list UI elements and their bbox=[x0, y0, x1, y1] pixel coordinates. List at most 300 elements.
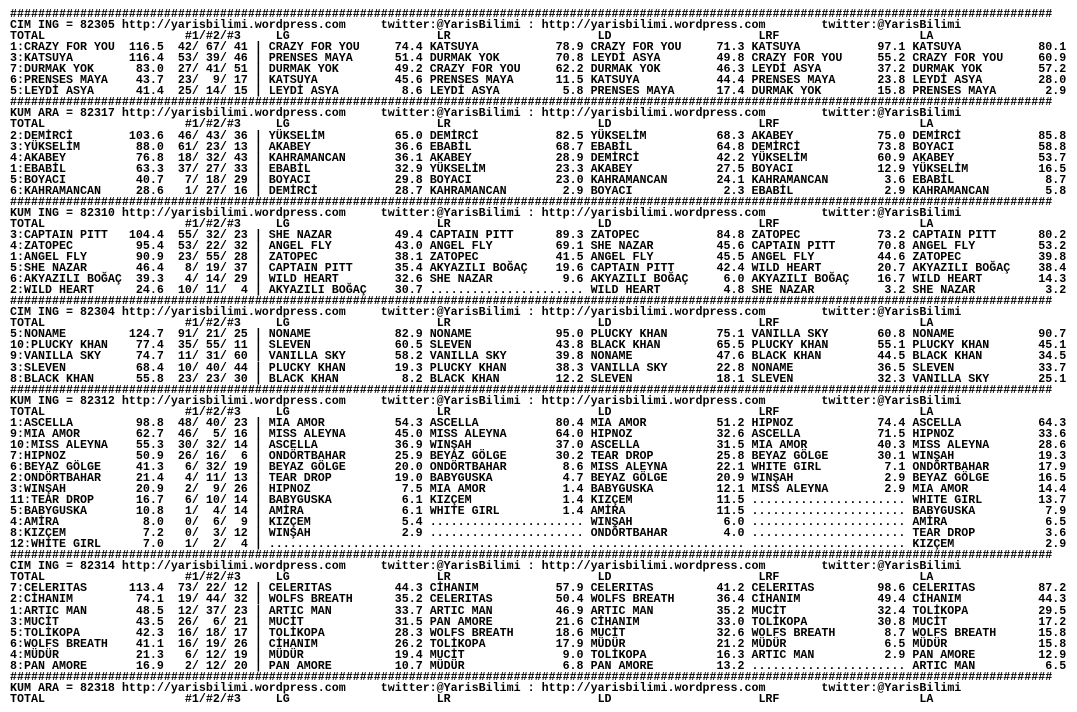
lg-score: 20.0 bbox=[394, 459, 423, 474]
pick-separator: / bbox=[191, 482, 199, 497]
pick-separator: / bbox=[191, 327, 199, 342]
column-divider: | bbox=[254, 349, 262, 364]
la-score: 2.9 bbox=[1045, 84, 1067, 99]
lrf-placeholder: ...................... bbox=[751, 493, 906, 508]
pick-separator: / bbox=[219, 515, 227, 530]
race-title: KUM ING = 82312 bbox=[10, 393, 115, 408]
lr-score: 1.4 bbox=[562, 482, 584, 497]
horse-name: 2:WILD HEART bbox=[10, 283, 94, 298]
pick-3-count: 11 bbox=[233, 338, 248, 353]
header-colon: : bbox=[527, 18, 535, 33]
site-url: http://yarisbilimi.wordpress.com bbox=[121, 18, 346, 33]
lrf-horse: SLEVEN bbox=[751, 371, 794, 386]
lg-score: 32.9 bbox=[394, 161, 423, 176]
lr-horse: VANILLA SKY bbox=[429, 349, 507, 364]
la-horse: NONAME bbox=[912, 327, 955, 342]
column-divider: | bbox=[254, 592, 262, 607]
separator: ##################################################################################################################################################### bbox=[10, 95, 1053, 110]
la-horse: WINŞAH bbox=[912, 448, 955, 463]
lr-score: 17.9 bbox=[555, 636, 584, 651]
column-divider: | bbox=[254, 581, 262, 596]
ld-score: 64.8 bbox=[716, 139, 745, 154]
la-score: 80.1 bbox=[1038, 40, 1067, 55]
pick-1-count: 73 bbox=[177, 581, 192, 596]
total-score: 21.3 bbox=[135, 647, 164, 662]
lrf-score: 2.9 bbox=[884, 647, 906, 662]
column-divider: | bbox=[254, 515, 262, 530]
lrf-score: 2.9 bbox=[884, 470, 906, 485]
site-url: http://yarisbilimi.wordpress.com bbox=[121, 680, 346, 695]
lr-score: 43.8 bbox=[555, 338, 584, 353]
la-score: 85.8 bbox=[1038, 128, 1067, 143]
lg-score: 58.2 bbox=[394, 349, 423, 364]
lg-horse: SHE NAZAR bbox=[268, 227, 332, 242]
pick-2-count: 3 bbox=[212, 526, 220, 541]
pick-2-count: 32 bbox=[205, 227, 220, 242]
pick-2-count: 9 bbox=[212, 482, 220, 497]
lg-horse: DEMİRCİ bbox=[268, 183, 318, 198]
lg-horse: ZATOPEC bbox=[268, 250, 318, 265]
la-score: 14.3 bbox=[1038, 272, 1067, 287]
pick-separator: / bbox=[219, 504, 227, 519]
pick-separator: / bbox=[191, 470, 199, 485]
ld-horse: MIA AMOR bbox=[590, 415, 647, 430]
pick-separator: / bbox=[219, 625, 227, 640]
pick-3-count: 41 bbox=[233, 40, 248, 55]
pick-2-count: 2 bbox=[212, 537, 220, 552]
pick-2-count: 55 bbox=[205, 250, 220, 265]
lg-score: 6.1 bbox=[401, 493, 423, 508]
la-score: 28.0 bbox=[1038, 73, 1067, 88]
site-url: http://yarisbilimi.wordpress.com bbox=[541, 680, 766, 695]
column-divider: | bbox=[254, 84, 262, 99]
lr-score: 37.0 bbox=[555, 437, 584, 452]
lrf-score: 98.6 bbox=[877, 581, 906, 596]
lg-score: 65.0 bbox=[394, 128, 423, 143]
la-horse: MIA AMOR bbox=[912, 482, 969, 497]
lrf-horse: AKYAZILI BOĞAÇ bbox=[751, 272, 850, 287]
lr-horse: WHITE GIRL bbox=[429, 504, 500, 519]
la-horse: ARTIC MAN bbox=[912, 658, 976, 673]
lr-placeholder: ...................... bbox=[429, 515, 584, 530]
lg-header: LG bbox=[275, 29, 290, 44]
pick-3-count: 26 bbox=[233, 482, 248, 497]
lrf-horse: EBABİL bbox=[751, 183, 794, 198]
race-header bbox=[10, 205, 1077, 220]
ld-score: 46.3 bbox=[716, 62, 745, 77]
site-url: http://yarisbilimi.wordpress.com bbox=[121, 106, 346, 121]
pick-1-count: 10 bbox=[177, 360, 192, 375]
ld-header: LD bbox=[597, 570, 612, 585]
column-divider: | bbox=[254, 459, 262, 474]
horse-name: 10:MISS ALEYNA bbox=[10, 437, 108, 452]
ld-score: 41.2 bbox=[716, 581, 745, 596]
lr-horse: PLUCKY KHAN bbox=[429, 360, 507, 375]
pick-1-count: 23 bbox=[177, 371, 192, 386]
ld-score: 12.1 bbox=[716, 482, 745, 497]
pick-2-count: 39 bbox=[205, 51, 220, 66]
lrf-horse: PLUCKY KHAN bbox=[751, 338, 829, 353]
lr-score: 41.5 bbox=[555, 250, 584, 265]
lrf-placeholder: ...................... bbox=[751, 658, 906, 673]
ld-score: 75.1 bbox=[716, 327, 745, 342]
pick-separator: / bbox=[191, 349, 199, 364]
horse-name: 1:ARTIC MAN bbox=[10, 603, 87, 618]
pick-separator: / bbox=[219, 338, 227, 353]
ld-score: 24.1 bbox=[716, 172, 745, 187]
pick-separator: / bbox=[219, 51, 227, 66]
pick-2-count: 18 bbox=[205, 172, 220, 187]
lg-score: 29.8 bbox=[394, 172, 423, 187]
lr-score: 21.6 bbox=[555, 614, 584, 629]
pick-separator: / bbox=[219, 636, 227, 651]
lr-score: 95.0 bbox=[555, 327, 584, 342]
la-horse: BOYACI bbox=[912, 139, 955, 154]
lrf-score: 36.5 bbox=[877, 360, 906, 375]
lrf-score: 75.0 bbox=[877, 128, 906, 143]
la-horse: ZATOPEC bbox=[912, 250, 962, 265]
race-title: CIM ING = 82304 bbox=[10, 305, 115, 320]
lg-score: 28.3 bbox=[394, 625, 423, 640]
ld-horse: CELERITAS bbox=[590, 581, 654, 596]
lrf-score: 49.4 bbox=[877, 592, 906, 607]
total-score: 62.7 bbox=[135, 426, 164, 441]
column-divider: | bbox=[254, 493, 262, 508]
pick-1-count: 53 bbox=[177, 238, 192, 253]
pick-1-count: 26 bbox=[177, 448, 192, 463]
pick-2-count: 22 bbox=[205, 581, 220, 596]
column-divider: | bbox=[254, 338, 262, 353]
column-divider: | bbox=[254, 614, 262, 629]
horse-name: 8:BLACK KHAN bbox=[10, 371, 94, 386]
pick-2-count: 11 bbox=[205, 470, 220, 485]
pick-separator: / bbox=[191, 62, 199, 77]
pick-3-count: 32 bbox=[233, 238, 248, 253]
lrf-score: 73.2 bbox=[877, 227, 906, 242]
lrf-horse: WINŞAH bbox=[751, 470, 794, 485]
total-score: 8.0 bbox=[142, 515, 164, 530]
twitter-handle: twitter:@YarisBilimi bbox=[821, 680, 962, 695]
ld-horse: KATSUYA bbox=[590, 73, 640, 88]
la-horse: AKABEY bbox=[912, 150, 955, 165]
column-divider: | bbox=[254, 250, 262, 265]
la-horse: VANILLA SKY bbox=[912, 371, 990, 386]
race-header bbox=[10, 680, 1077, 695]
pick-separator: / bbox=[191, 227, 199, 242]
ld-horse: ONDÖRTBAHAR bbox=[590, 526, 668, 541]
lg-horse: WOLFS BREATH bbox=[268, 592, 353, 607]
lrf-horse: BOYACI bbox=[751, 161, 794, 176]
pick-separator: / bbox=[219, 327, 227, 342]
la-score: 28.6 bbox=[1038, 437, 1067, 452]
race-header bbox=[10, 108, 1077, 119]
pick-1-count: 2 bbox=[184, 482, 192, 497]
total-score: 124.7 bbox=[128, 327, 164, 342]
horse-name: 4:AKABEY bbox=[10, 150, 66, 165]
la-horse: DURMAK YOK bbox=[912, 62, 983, 77]
header-colon: : bbox=[527, 559, 535, 574]
total-score: 42.3 bbox=[135, 625, 164, 640]
ld-score: 49.8 bbox=[716, 51, 745, 66]
lg-horse: BOYACI bbox=[268, 172, 311, 187]
lg-score: 44.3 bbox=[394, 581, 423, 596]
site-url: http://yarisbilimi.wordpress.com bbox=[121, 559, 346, 574]
lg-horse: YÜKSELİM bbox=[268, 128, 325, 143]
pick-2-count: 23 bbox=[205, 139, 220, 154]
lr-score: 19.6 bbox=[555, 261, 584, 276]
pick-1-count: 35 bbox=[177, 338, 192, 353]
pick-separator: / bbox=[219, 150, 227, 165]
pick-separator: / bbox=[191, 150, 199, 165]
total-score: 41.4 bbox=[135, 84, 164, 99]
lg-score: 45.6 bbox=[394, 73, 423, 88]
la-horse: BLACK KHAN bbox=[912, 349, 983, 364]
horse-name: 1:CRAZY FOR YOU bbox=[10, 40, 115, 55]
horse-name: 7:CELERITAS bbox=[10, 581, 87, 596]
pick-2-count: 18 bbox=[205, 625, 220, 640]
ld-horse: ANGEL FLY bbox=[590, 250, 654, 265]
ld-horse: ZATOPEC bbox=[590, 227, 640, 242]
picks-header: #1/#2/#3 bbox=[184, 29, 241, 44]
horse-name: 2:ONDÖRTBAHAR bbox=[10, 470, 101, 485]
pick-2-count: 14 bbox=[205, 272, 220, 287]
site-url: http://yarisbilimi.wordpress.com bbox=[541, 18, 766, 33]
pick-separator: / bbox=[219, 360, 227, 375]
picks-header: #1/#2/#3 bbox=[184, 216, 241, 231]
column-divider: | bbox=[254, 448, 262, 463]
pick-separator: / bbox=[219, 470, 227, 485]
pick-3-count: 21 bbox=[233, 614, 248, 629]
lg-horse: MISS ALEYNA bbox=[268, 426, 346, 441]
pick-separator: / bbox=[191, 504, 199, 519]
lr-header: LR bbox=[436, 117, 451, 132]
ld-score: 42.4 bbox=[716, 261, 745, 276]
pick-separator: / bbox=[191, 537, 199, 552]
lrf-horse: CAPTAIN PITT bbox=[751, 238, 836, 253]
lr-header: LR bbox=[436, 570, 451, 585]
lrf-horse: PRENSES MAYA bbox=[751, 73, 836, 88]
lg-horse: BLACK KHAN bbox=[268, 371, 339, 386]
pick-1-count: 25 bbox=[177, 84, 192, 99]
lr-horse: TOLİKOPA bbox=[429, 636, 486, 651]
lg-horse: MUCİT bbox=[268, 614, 304, 629]
header-colon: : bbox=[527, 393, 535, 408]
horse-name: 5:LEYDİ ASYA bbox=[10, 84, 94, 99]
pick-2-count: 4 bbox=[212, 504, 220, 519]
horse-name: 3:MUCİT bbox=[10, 614, 59, 629]
la-horse: HIPNOZ bbox=[912, 426, 955, 441]
ld-score: 33.0 bbox=[716, 614, 745, 629]
total-score: 7.2 bbox=[142, 526, 164, 541]
ld-score: 16.3 bbox=[716, 647, 745, 662]
lrf-horse: MÜDÜR bbox=[751, 636, 787, 651]
lr-horse: CAPTAIN PITT bbox=[429, 227, 514, 242]
pick-3-count: 17 bbox=[233, 73, 248, 88]
lrf-horse: SHE NAZAR bbox=[751, 283, 815, 298]
ld-horse: WILD HEART bbox=[590, 283, 661, 298]
twitter-handle: twitter:@YarisBilimi bbox=[821, 106, 962, 121]
pick-separator: / bbox=[191, 647, 199, 662]
total-score: 116.4 bbox=[128, 51, 164, 66]
lg-score: 31.5 bbox=[394, 614, 423, 629]
pick-separator: / bbox=[219, 161, 227, 176]
ld-horse: DURMAK YOK bbox=[590, 62, 661, 77]
race-title: CIM ING = 82314 bbox=[10, 559, 115, 574]
pick-1-count: 0 bbox=[184, 526, 192, 541]
lrf-horse: LEYDİ ASYA bbox=[751, 62, 822, 77]
pick-separator: / bbox=[191, 261, 199, 276]
total-score: 20.9 bbox=[135, 482, 164, 497]
lr-placeholder: ...................... bbox=[429, 526, 584, 541]
lg-horse: TEAR DROP bbox=[268, 470, 332, 485]
pick-separator: / bbox=[191, 636, 199, 651]
lrf-score: 2.9 bbox=[884, 183, 906, 198]
pick-2-count: 14 bbox=[205, 84, 220, 99]
lr-horse: CİHANIM bbox=[429, 581, 479, 596]
twitter-handle: twitter:@YarisBilimi bbox=[380, 559, 521, 574]
lg-score: 30.7 bbox=[394, 283, 423, 298]
lr-header: LR bbox=[436, 316, 451, 331]
lrf-horse: KATSUYA bbox=[751, 40, 801, 55]
lrf-header: LRF bbox=[758, 404, 780, 419]
lr-score: 9.0 bbox=[562, 647, 584, 662]
lrf-score: 40.3 bbox=[877, 437, 906, 452]
lg-horse: EBABİL bbox=[268, 161, 311, 176]
lrf-horse: NONAME bbox=[751, 360, 794, 375]
la-horse: MISS ALEYNA bbox=[912, 437, 990, 452]
pick-1-count: 0 bbox=[184, 515, 192, 530]
ld-header: LD bbox=[597, 117, 612, 132]
la-score: 64.3 bbox=[1038, 415, 1067, 430]
column-divider: | bbox=[254, 327, 262, 342]
horse-name: 6:BEYAZ GÖLGE bbox=[10, 459, 101, 474]
lrf-horse: ZATOPEC bbox=[751, 227, 801, 242]
pick-2-count: 41 bbox=[205, 62, 220, 77]
lr-header: LR bbox=[436, 404, 451, 419]
ld-header: LD bbox=[597, 404, 612, 419]
ld-horse: BLACK KHAN bbox=[590, 338, 661, 353]
ld-horse: WINŞAH bbox=[590, 515, 633, 530]
lrf-score: 97.1 bbox=[877, 40, 906, 55]
pick-3-count: 23 bbox=[233, 603, 248, 618]
pick-separator: / bbox=[191, 625, 199, 640]
la-header: LA bbox=[919, 691, 934, 706]
pick-separator: / bbox=[219, 238, 227, 253]
lr-score: 68.7 bbox=[555, 139, 584, 154]
lrf-score: 30.8 bbox=[877, 614, 906, 629]
pick-1-count: 1 bbox=[184, 183, 192, 198]
pick-1-count: 91 bbox=[177, 327, 192, 342]
column-divider: | bbox=[254, 526, 262, 541]
lg-horse: LEYDİ ASYA bbox=[268, 84, 339, 99]
total-score: 43.5 bbox=[135, 614, 164, 629]
lg-score: 74.4 bbox=[394, 40, 423, 55]
total-header: TOTAL bbox=[10, 404, 45, 419]
la-horse: PLUCKY KHAN bbox=[912, 338, 990, 353]
pick-separator: / bbox=[191, 172, 199, 187]
lr-horse: MIA AMOR bbox=[429, 482, 486, 497]
horse-name: 3:YÜKSELİM bbox=[10, 139, 80, 154]
separator: ##################################################################################################################################################### bbox=[10, 382, 1053, 397]
horse-name: 6:WOLFS BREATH bbox=[10, 636, 108, 651]
horse-name: 3:WINŞAH bbox=[10, 482, 66, 497]
race-title: KUM ING = 82310 bbox=[10, 205, 115, 220]
la-header: LA bbox=[919, 29, 934, 44]
lr-score: 50.4 bbox=[555, 592, 584, 607]
ld-score: 31.5 bbox=[716, 437, 745, 452]
lr-score: 30.2 bbox=[555, 448, 584, 463]
pick-separator: / bbox=[219, 592, 227, 607]
column-divider: | bbox=[254, 62, 262, 77]
ld-score: 4.8 bbox=[723, 283, 745, 298]
pick-separator: / bbox=[219, 371, 227, 386]
pick-3-count: 15 bbox=[233, 84, 248, 99]
race-title: CIM ING = 82305 bbox=[10, 18, 115, 33]
lr-score: 78.9 bbox=[555, 40, 584, 55]
lr-score: 70.8 bbox=[555, 51, 584, 66]
lr-horse: WINŞAH bbox=[429, 437, 472, 452]
lr-score: 69.1 bbox=[555, 238, 584, 253]
column-divider: | bbox=[254, 139, 262, 154]
ld-horse: KIZÇEM bbox=[590, 493, 633, 508]
total-score: 48.5 bbox=[135, 603, 164, 618]
la-score: 39.8 bbox=[1038, 250, 1067, 265]
pick-1-count: 10 bbox=[177, 283, 192, 298]
total-header: TOTAL bbox=[10, 570, 45, 585]
lrf-score: 20.7 bbox=[877, 261, 906, 276]
lr-horse: AKABEY bbox=[429, 150, 472, 165]
total-score: 21.4 bbox=[135, 470, 164, 485]
horse-name: 5:BABYGUSKA bbox=[10, 504, 87, 519]
lg-horse: KATSUYA bbox=[268, 73, 318, 88]
horse-name: 8:PAN AMORE bbox=[10, 658, 87, 673]
lrf-horse: WILD HEART bbox=[751, 261, 822, 276]
ld-horse: BOYACI bbox=[590, 183, 633, 198]
site-url: http://yarisbilimi.wordpress.com bbox=[121, 205, 346, 220]
ld-score: 13.2 bbox=[716, 658, 745, 673]
lrf-score: 32.3 bbox=[877, 371, 906, 386]
pick-2-count: 27 bbox=[205, 183, 220, 198]
la-score: 60.9 bbox=[1038, 51, 1067, 66]
column-divider: | bbox=[254, 272, 262, 287]
lr-horse: ASCELLA bbox=[429, 415, 479, 430]
pick-3-count: 43 bbox=[233, 150, 248, 165]
lrf-horse: TOLİKOPA bbox=[751, 614, 808, 629]
lg-horse: ARTIC MAN bbox=[268, 603, 332, 618]
lg-horse: MÜDÜR bbox=[268, 647, 304, 662]
pick-3-count: 14 bbox=[233, 504, 248, 519]
column-divider: | bbox=[254, 227, 262, 242]
total-score: 40.7 bbox=[135, 172, 164, 187]
twitter-handle: twitter:@YarisBilimi bbox=[821, 305, 962, 320]
la-horse: BEYAZ GÖLGE bbox=[912, 470, 990, 485]
column-divider: | bbox=[254, 238, 262, 253]
pick-3-count: 33 bbox=[233, 161, 248, 176]
la-score: 16.5 bbox=[1038, 470, 1067, 485]
pick-1-count: 6 bbox=[184, 459, 192, 474]
lrf-horse: MUCİT bbox=[751, 603, 787, 618]
total-score: 104.4 bbox=[128, 227, 164, 242]
twitter-handle: twitter:@YarisBilimi bbox=[380, 680, 521, 695]
lr-score: 62.2 bbox=[555, 62, 584, 77]
separator: ##################################################################################################################################################### bbox=[10, 669, 1053, 684]
lg-header: LG bbox=[275, 404, 290, 419]
ld-score: 71.3 bbox=[716, 40, 745, 55]
pick-1-count: 11 bbox=[177, 349, 192, 364]
ld-horse: CİHANIM bbox=[590, 614, 640, 629]
ld-score: 65.5 bbox=[716, 338, 745, 353]
ld-score: 45.6 bbox=[716, 238, 745, 253]
